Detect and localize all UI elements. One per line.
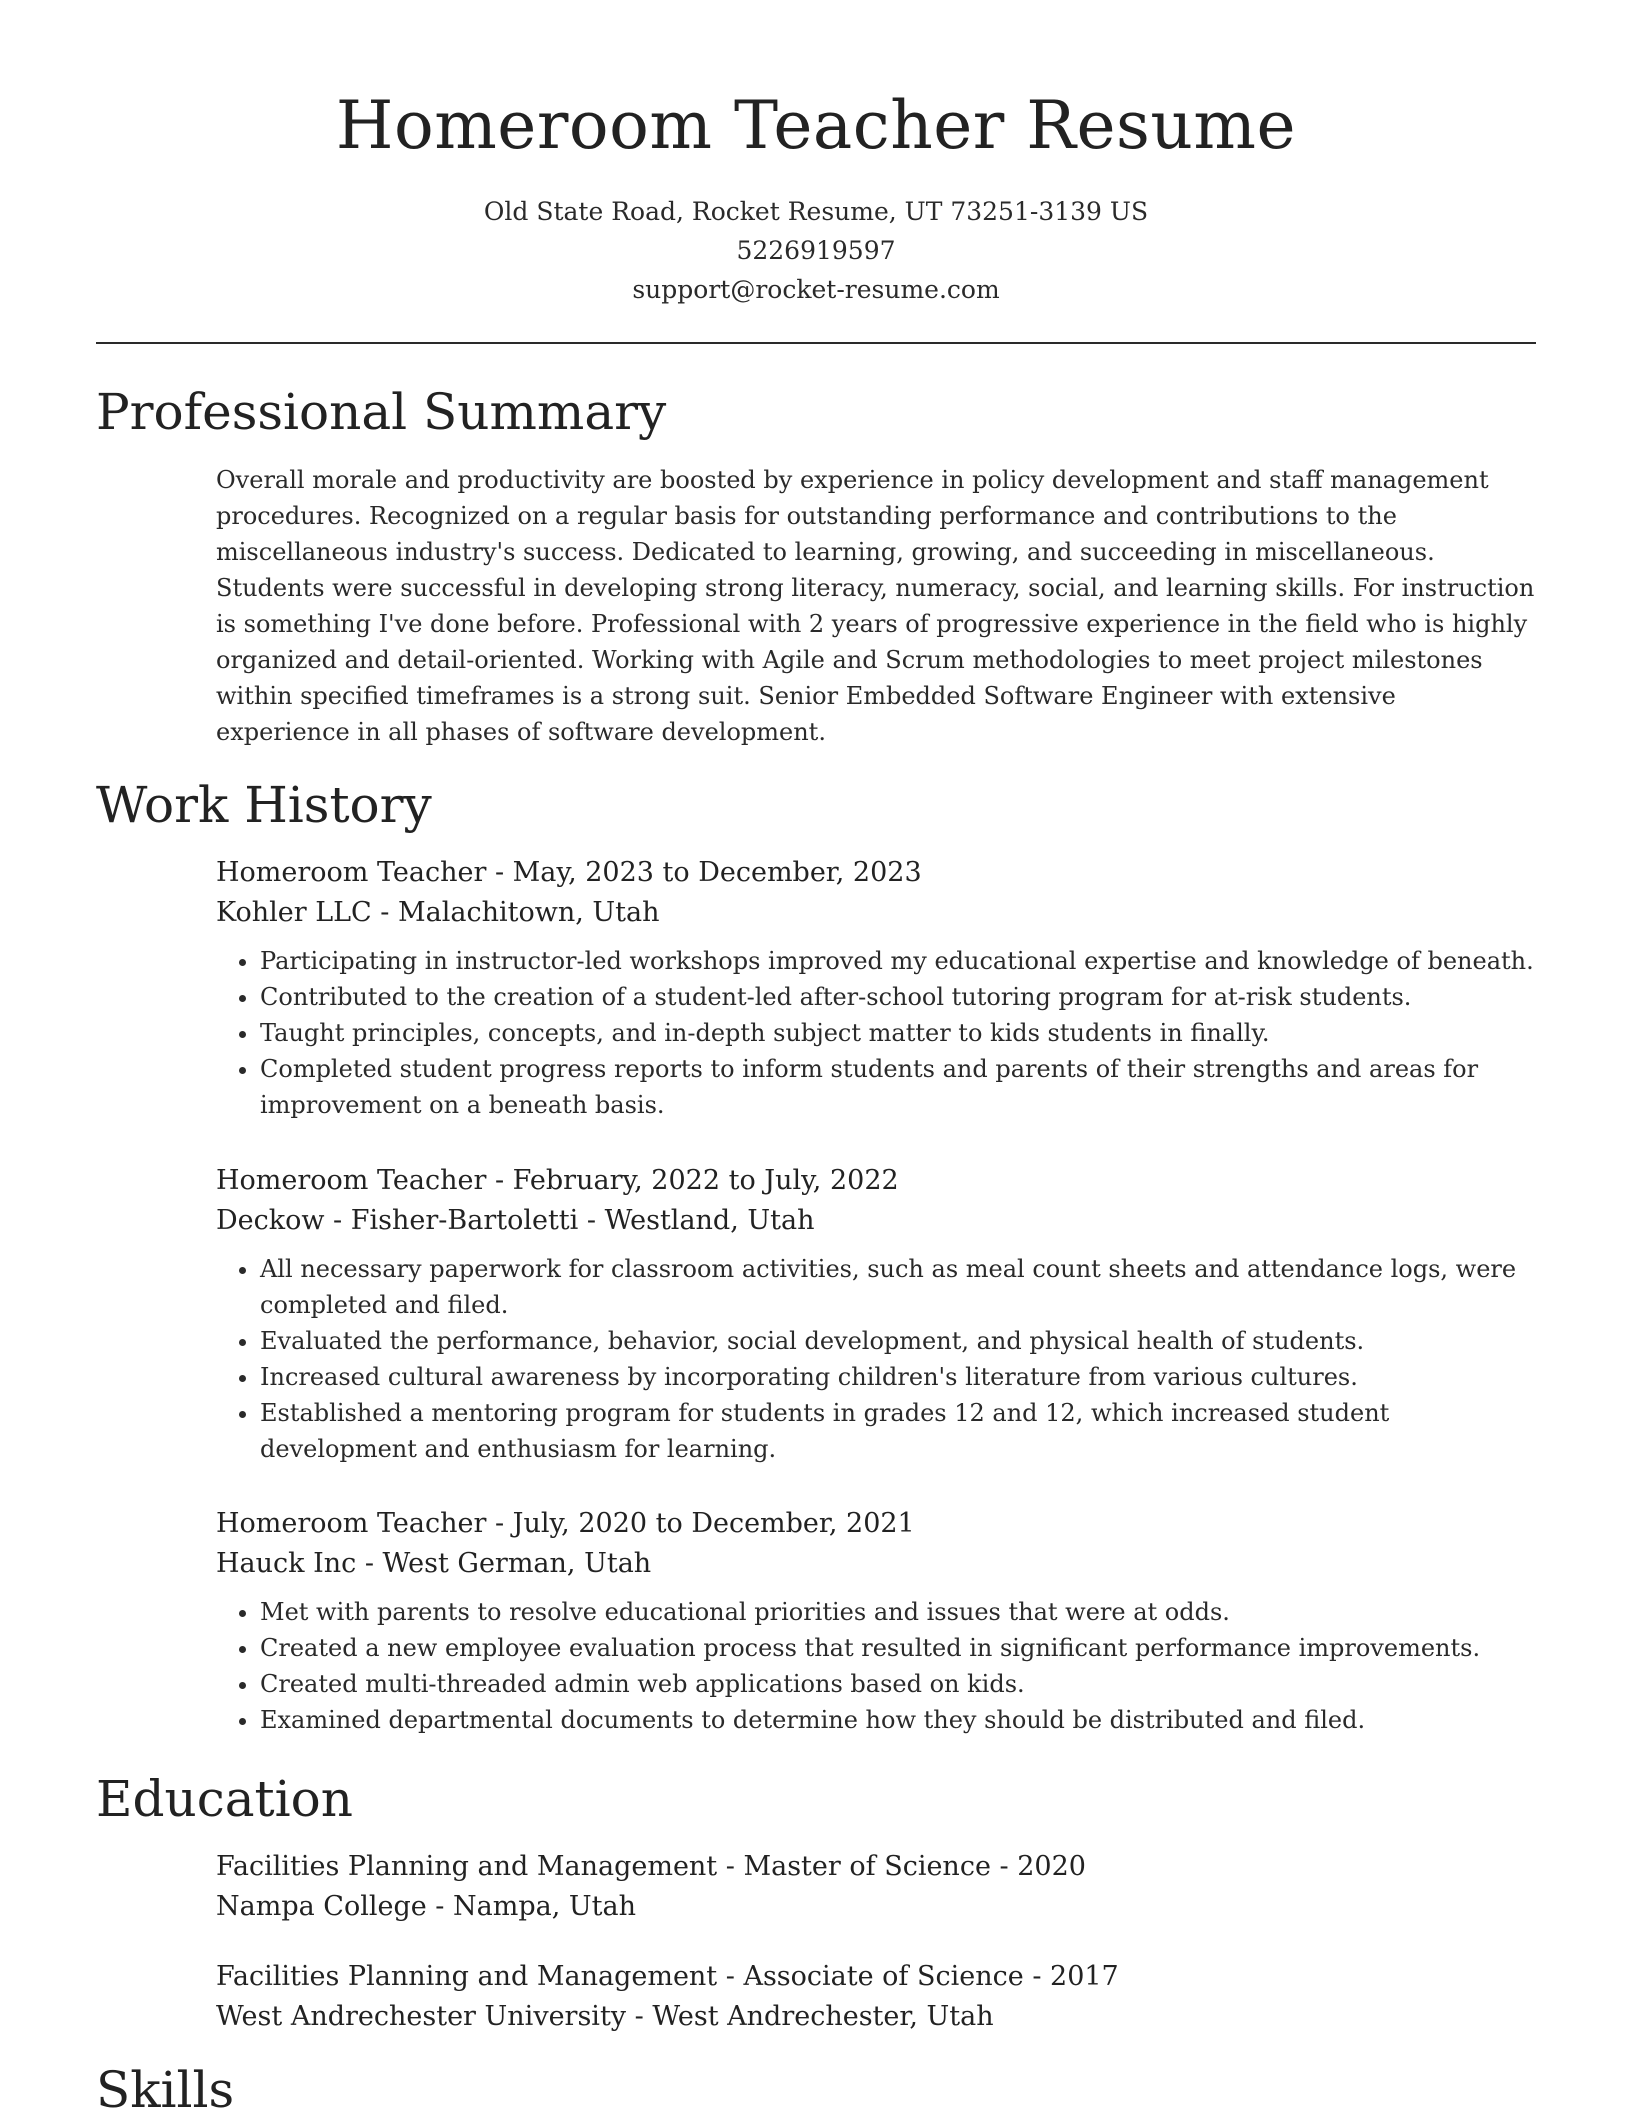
school-line: Nampa College - Nampa, Utah	[216, 1891, 636, 1922]
job-bullet: • Created a new employee evaluation process that resulted in significant performance improvements.	[260, 1630, 1536, 1666]
job-bullet: • Completed student progress reports to inform students and parents of their strengths and areas for improvement on a beneath basis.	[260, 1051, 1536, 1123]
job-entry	[216, 1504, 1536, 1738]
degree-line: Facilities Planning and Management - Master of Science - 2020	[216, 1851, 1086, 1882]
job-title: Homeroom Teacher - July, 2020 to December, 2021	[216, 1508, 915, 1539]
job-entry	[216, 853, 1536, 1123]
phone: 5226919597	[736, 236, 896, 265]
job-title: Homeroom Teacher - February, 2022 to July, 2022	[216, 1165, 899, 1196]
address: Old State Road, Rocket Resume, UT 73251-3139 US	[483, 197, 1149, 226]
job-bullets	[216, 1251, 1536, 1467]
summary-section	[216, 462, 1536, 750]
job-bullet: • Established a mentoring program for students in grades 12 and 12, which increased student development and enthusiasm for learning.	[260, 1395, 1536, 1467]
job-company: Kohler LLC - Malachitown, Utah	[216, 897, 660, 928]
job-bullets	[216, 1594, 1536, 1738]
job-bullet: • Increased cultural awareness by incorporating children's literature from various cultures.	[260, 1359, 1536, 1395]
job-entry	[216, 1161, 1536, 1467]
email: support@rocket-resume.com	[632, 275, 1000, 304]
education-entry	[216, 1957, 1536, 2037]
job-bullet: • Contributed to the creation of a student-led after-school tutoring program for at-risk students.	[260, 979, 1536, 1015]
job-company: Deckow - Fisher-Bartoletti - Westland, Utah	[216, 1205, 815, 1236]
job-bullets	[216, 943, 1536, 1123]
job-bullet: • Examined departmental documents to determine how they should be distributed and filed.	[260, 1702, 1536, 1738]
job-bullet: • Evaluated the performance, behavior, social development, and physical health of students.	[260, 1323, 1536, 1359]
job-bullet: • Taught principles, concepts, and in-depth subject matter to kids students in finally.	[260, 1015, 1536, 1051]
education-entry	[216, 1847, 1536, 1927]
job-bullet: • All necessary paperwork for classroom activities, such as meal count sheets and attendance logs, were completed and filed.	[260, 1251, 1536, 1323]
job-bullet: • Participating in instructor-led workshops improved my educational expertise and knowledge of beneath.	[260, 943, 1536, 979]
header-divider	[96, 342, 1536, 344]
education-heading: Education	[96, 1770, 353, 1828]
summary-heading: Professional Summary	[96, 383, 667, 441]
work-history-heading: Work History	[96, 776, 432, 834]
contact-block	[96, 192, 1536, 309]
degree-line: Facilities Planning and Management - Associate of Science - 2017	[216, 1961, 1119, 1992]
skills-heading: Skills	[96, 2061, 235, 2119]
school-line: West Andrechester University - West Andrechester, Utah	[216, 2001, 994, 2032]
job-bullet: • Met with parents to resolve educational priorities and issues that were at odds.	[260, 1594, 1536, 1630]
job-company: Hauck Inc - West German, Utah	[216, 1548, 652, 1579]
job-title: Homeroom Teacher - May, 2023 to December, 2023	[216, 857, 922, 888]
job-bullet: • Created multi-threaded admin web applications based on kids.	[260, 1666, 1536, 1702]
resume-title: Homeroom Teacher Resume	[335, 87, 1297, 164]
summary-text: Overall morale and productivity are boosted by experience in policy development and staff management procedures. Recognized on a regular basis for outstanding performance and contributions to the miscellaneous industry's success. Dedicated to learning, growing, and succeeding in miscellaneous. Students were successful in developing strong literacy, numeracy, social, and learning skills. For instruction is something I've done before. Professional with 2 years of progressive experience in the field who is highly organized and detail-oriented. Working with Agile and Scrum methodologies to meet project milestones within specified timeframes is a strong suit. Senior Embedded Software Engineer with extensive experience in all phases of software development.	[216, 466, 1535, 746]
